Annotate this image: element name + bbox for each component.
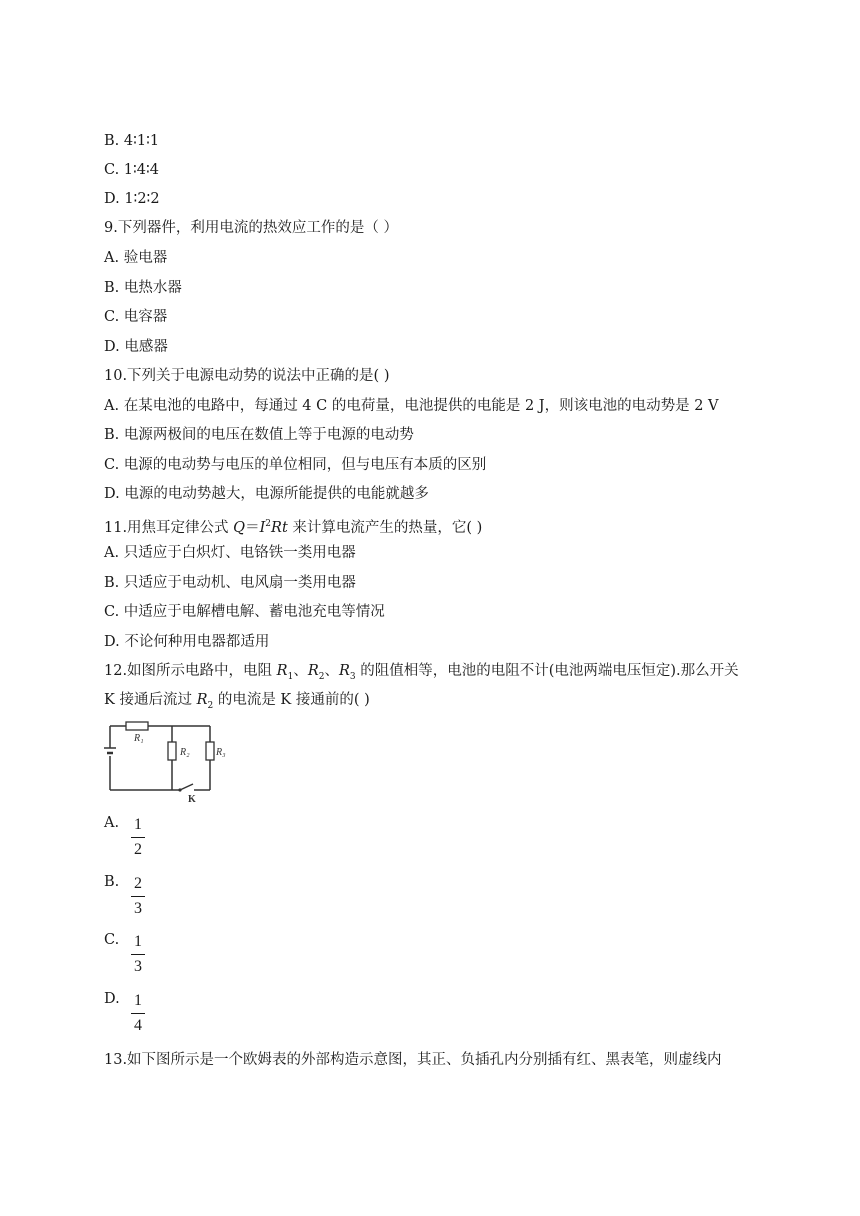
q8-option-c: C. 1∶4∶4 [104,162,160,178]
q10-option-d: D. 电源的电动势越大，电源所能提供的电能就越多 [104,486,429,502]
denominator: 3 [134,900,142,917]
formula-equals: ＝ [245,519,260,536]
label-k: K [188,794,196,805]
numerator: 1 [134,816,142,833]
r3-symbol: R [338,663,350,679]
q9-option-d: D. 电感器 [104,339,168,355]
q12-option-b-fraction [131,874,145,919]
q12-stem-line1 [104,661,739,687]
switch-k [180,784,193,790]
q12-option-a-label: A. [104,815,120,831]
resistor-r1 [126,722,148,730]
r1-symbol: R [276,663,288,679]
denominator: 2 [134,841,142,858]
fraction-bar [131,1013,145,1014]
separator: 、 [293,663,308,679]
r2-symbol: R [307,663,319,679]
q8-option-d: D. 1∶2∶2 [104,191,160,207]
denominator: 3 [134,958,142,975]
label-r1: R₁ [134,733,144,744]
r3-subscript: 3 [349,671,356,682]
q12-stem-text: 12.如图所示电路中，电阻 [104,663,277,679]
q10-option-a: A. 在某电池的电路中，每通过 4 C 的电荷量，电池提供的电能是 2 J，则该电池的电动势是 2 V [104,398,719,414]
q12-stem-text: 的电流是 K 接通前的( ) [213,692,370,708]
q11-option-c: C. 中适应于电解槽电解、蓄电池充电等情况 [104,604,385,620]
q13-stem: 13.如下图所示是一个欧姆表的外部构造示意图，其正、负插孔内分别插有红、黑表笔，则虚线内 [104,1052,722,1068]
q12-option-a-fraction [131,815,145,860]
separator: 、 [324,663,339,679]
q10-option-b: B. 电源两极间的电压在数值上等于电源的电动势 [104,427,414,443]
denominator: 4 [134,1017,142,1034]
q9-stem: 9.下列器件，利用电流的热效应工作的是（ ） [104,220,398,236]
numerator: 2 [134,875,142,892]
formula-rt: Rt [271,519,288,536]
formula-exponent: 2 [265,519,272,529]
q8-option-b: B. 4∶1∶1 [104,133,160,149]
label-r2: R₂ [180,747,190,758]
q11-option-b: B. 只适应于电动机、电风扇一类用电器 [104,575,356,591]
q12-option-c-fraction [131,932,145,977]
formula-i: I [259,519,266,536]
q12-stem-text: 的阻值相等，电池的电阻不计(电池两端电压恒定).那么开关 [355,663,739,679]
q11-stem [104,514,482,538]
r2-symbol: R [196,692,208,708]
q12-stem-text: K 接通后流过 [104,692,197,708]
q9-option-c: C. 电容器 [104,309,168,325]
q9-option-a: A. 验电器 [104,250,168,266]
resistor-r3 [206,742,214,760]
fraction-bar [131,954,145,955]
circuit-diagram [100,718,240,806]
q12-option-d-fraction [131,991,145,1036]
fraction-bar [131,837,145,838]
formula-q: Q [233,519,246,536]
r2-subscript: 2 [318,671,325,682]
q12-stem-line2 [104,690,370,716]
q12-option-d-label: D. [104,991,120,1007]
q10-stem: 10.下列关于电源电动势的说法中正确的是( ) [104,368,390,384]
r1-subscript: 1 [287,671,294,682]
q10-option-c: C. 电源的电动势与电压的单位相同，但与电压有本质的区别 [104,457,487,473]
q11-stem-prefix: 11.用焦耳定律公式 [104,519,234,536]
fraction-bar [131,896,145,897]
q12-option-b-label: B. [104,874,120,890]
q9-option-b: B. 电热水器 [104,280,182,296]
r2-subscript: 2 [207,700,214,711]
q11-stem-suffix: 来计算电流产生的热量，它( ) [287,519,483,536]
q11-option-a: A. 只适应于白炽灯、电铬铁一类用电器 [104,545,356,561]
q11-option-d: D. 不论何种用电器都适用 [104,634,270,650]
q12-option-c-label: C. [104,932,120,948]
numerator: 1 [134,992,142,1009]
numerator: 1 [134,933,142,950]
resistor-r2 [168,742,176,760]
label-r3: R₃ [216,747,226,758]
